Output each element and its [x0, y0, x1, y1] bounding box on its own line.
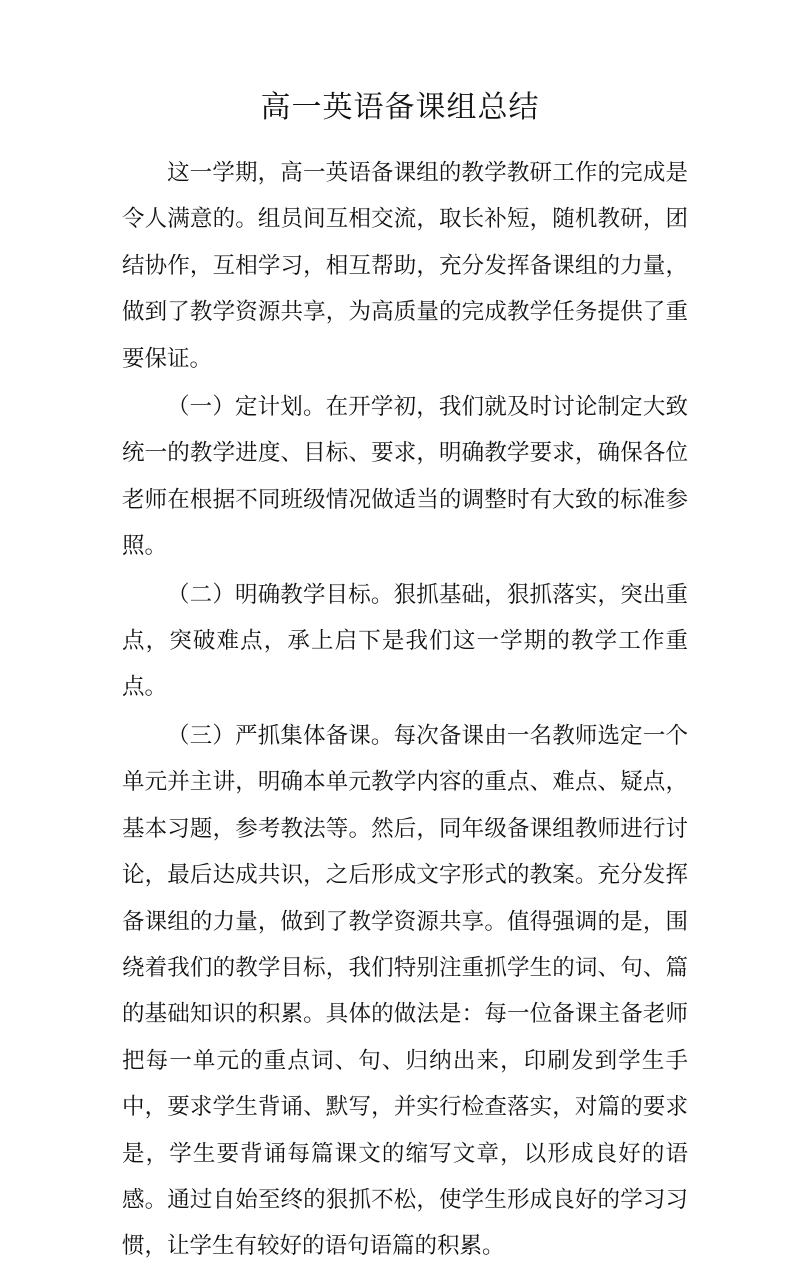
paragraph-plan: （一）定计划。在开学初，我们就及时讨论制定大致统一的教学进度、目标、要求，明确教学要求，确保各位老师在根据不同班级情况做适当的调整时有大致的标准参照。 — [122, 394, 688, 560]
paragraph-goals: （二）明确教学目标。狠抓基础，狠抓落实，突出重点，突破难点，承上启下是我们这一学期的教学工作重点。 — [122, 581, 688, 701]
document-title: 高一英语备课组总结 — [260, 90, 540, 125]
paragraph-intro: 这一学期，高一英语备课组的教学教研工作的完成是令人满意的。组员间互相交流，取长补短，随机教研，团结协作，互相学习，相互帮助，充分发挥备课组的力量，做到了教学资源共享，为高质量的完成教学任务提供了重要保证。 — [122, 160, 688, 372]
document-body — [122, 150, 688, 1272]
paragraph-lesson-prep: （三）严抓集体备课。每次备课由一名教师选定一个单元并主讲，明确本单元教学内容的重点、难点、疑点，基本习题，参考教法等。然后，同年级备课组教师进行讨论，最后达成共识，之后形成文字形式的教案。充分发挥备课组的力量，做到了教学资源共享。值得强调的是，围绕着我们的教学目标，我们特别注重抓学生的词、句、篇的基础知识的积累。具体的做法是：每一位备课主备老师把每一单元的重点词、句、归纳出来，印刷发到学生手中，要求学生背诵、默写，并实行检查落实，对篇的要求是，学生要背诵每篇课文的缩写文章，以形成良好的语感。通过自始至终的狠抓不松，使学生形成良好的学习习惯，让学生有较好的语句语篇的积累。 — [122, 722, 688, 1260]
